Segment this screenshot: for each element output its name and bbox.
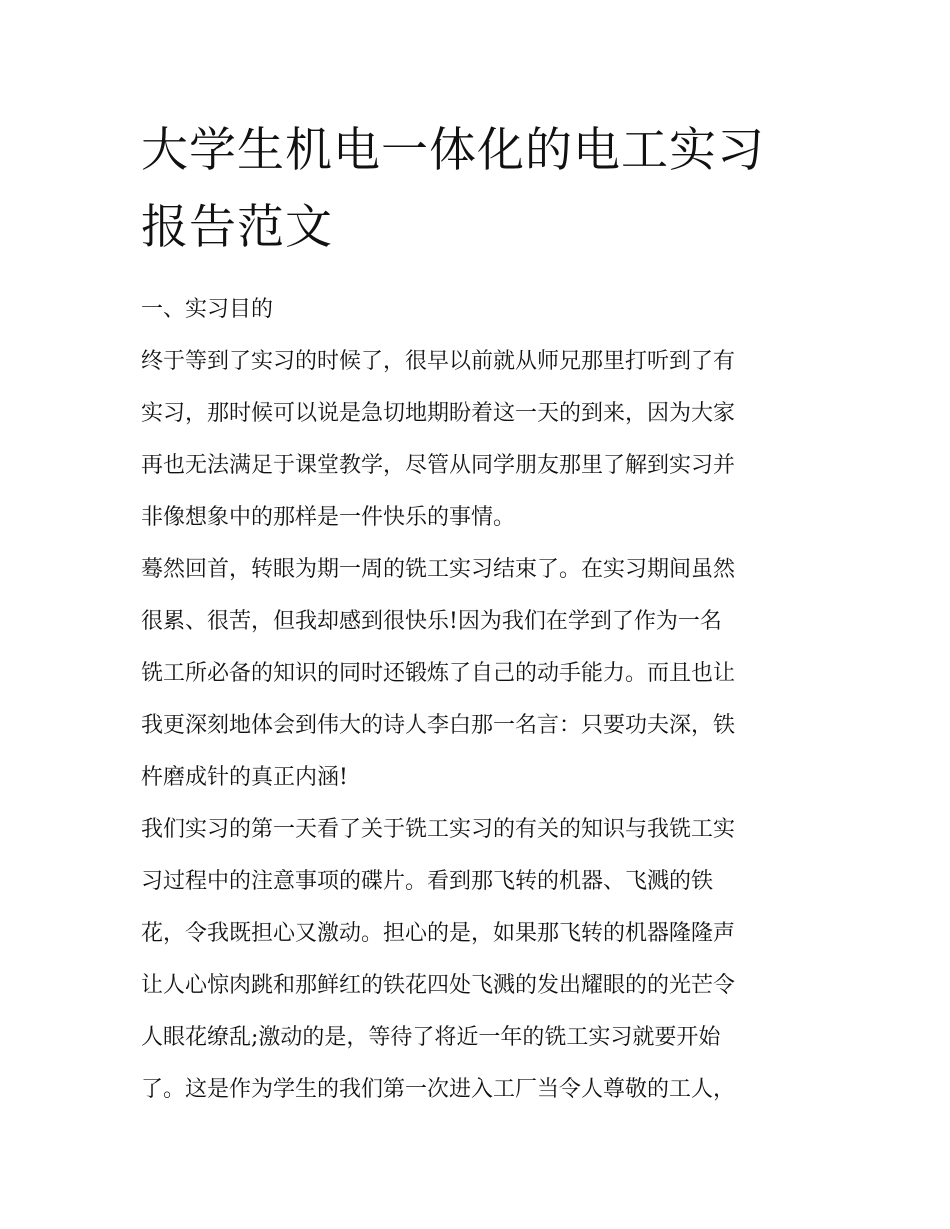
document-title xyxy=(141,112,813,266)
text-line: 杵磨成针的真正内涵! xyxy=(141,765,348,790)
text-line: 很累、很苦，但我却感到很快乐!因为我们在学到了作为一名 xyxy=(141,609,722,634)
text-line: 非像想象中的那样是一件快乐的事情。 xyxy=(141,505,516,530)
text-line: 了。这是作为学生的我们第一次进入工厂当令人尊敬的工人， xyxy=(141,1077,736,1102)
document-page xyxy=(141,112,813,1116)
text-line: 让人心惊肉跳和那鲜红的铁花四处飞溅的发出耀眼的的光芒令 xyxy=(141,973,736,998)
text-line: 我更深刻地体会到伟大的诗人李白那一名言：只要功夫深，铁 xyxy=(141,713,736,738)
text-line: 我们实习的第一天看了关于铣工实习的有关的知识与我铣工实 xyxy=(141,817,736,842)
text-line: 习过程中的注意事项的碟片。看到那飞转的机器、飞溅的铁 xyxy=(141,869,714,894)
text-line: 花，令我既担心又激动。担心的是，如果那飞转的机器隆隆声 xyxy=(141,921,736,946)
paragraph xyxy=(141,336,813,544)
paragraph xyxy=(141,804,813,1116)
section-heading: 一、实习目的 xyxy=(141,297,274,322)
text-line: 终于等到了实习的时候了，很早以前就从师兄那里打听到了有 xyxy=(141,349,736,374)
title-line: 报告范文 xyxy=(141,200,333,255)
text-line: 再也无法满足于课堂教学，尽管从同学朋友那里了解到实习并 xyxy=(141,453,736,478)
paragraph xyxy=(141,544,813,804)
text-line: 铣工所必备的知识的同时还锻炼了自己的动手能力。而且也让 xyxy=(141,661,736,686)
text-line: 人眼花缭乱;激动的是，等待了将近一年的铣工实习就要开始 xyxy=(141,1025,721,1050)
title-line: 大学生机电一体化的电工实习 xyxy=(141,123,765,178)
text-line: 蓦然回首，转眼为期一周的铣工实习结束了。在实习期间虽然 xyxy=(141,557,736,582)
text-line: 实习，那时候可以说是急切地期盼着这一天的到来，因为大家 xyxy=(141,401,736,426)
